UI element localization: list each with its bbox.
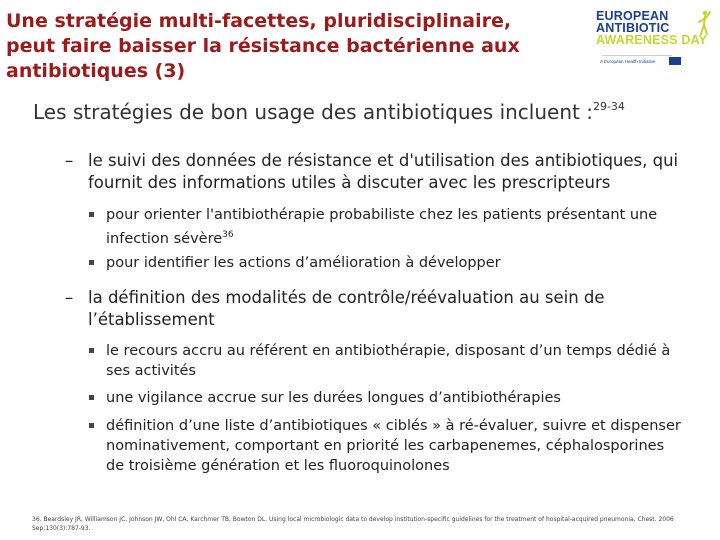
square-bullet-icon	[89, 212, 94, 217]
list-item-level2	[106, 253, 686, 273]
slide-title: Une stratégie multi-facettes, pluridisciplinaire, peut faire baisser la résistance bactérienne aux antibiotiques (3)	[6, 10, 520, 82]
square-bullet-icon	[89, 423, 94, 428]
dash-bullet-icon: –	[65, 151, 74, 170]
list-item-level2	[106, 205, 686, 249]
list-item-text: pour orienter l'antibiothérapie probabiliste chez les patients présentant une infection sévère	[106, 207, 658, 247]
slide-header	[0, 0, 720, 82]
list-item-text: le suivi des données de résistance et d'utilisation des antibiotiques, qui fournit des informations utiles à discuter avec les prescripteurs	[88, 151, 679, 192]
list-item-text: pour identifier les actions d’amélioration à développer	[106, 255, 501, 271]
list-item-level1	[65, 287, 688, 331]
logo-line-awareness-day: AWARENESS DAY	[596, 33, 708, 47]
list-item-level2	[106, 416, 686, 476]
logo-tagline: A European Health Initiative	[600, 59, 656, 64]
logo-line-antibiotic: ANTIBIOTIC	[596, 21, 670, 35]
reference-number: 36	[222, 230, 234, 240]
list-item-text: définition d’une liste d’antibiotiques « ciblés » à ré-évaluer, suivre et dispenser nominativement, comportant en priorité les carbapenemes, céphalosporines de troisième génération et les fluoroquinolones	[106, 418, 681, 474]
dash-bullet-icon: –	[65, 288, 74, 307]
waving-figure-icon	[696, 10, 712, 42]
square-bullet-icon	[89, 395, 94, 400]
list-item-level1	[65, 150, 688, 194]
intro-text	[33, 94, 693, 125]
square-bullet-icon	[89, 260, 94, 265]
list-item-text: le recours accru au référent en antibiothérapie, disposant d’un temps dédié à ses activités	[106, 343, 671, 379]
list-item-level2	[106, 388, 686, 408]
eu-flag-icon	[669, 57, 681, 65]
square-bullet-icon	[89, 348, 94, 353]
intro-reference: 29-34	[592, 100, 625, 113]
logo-line-european: EUROPEAN	[596, 9, 669, 23]
list-item-text: la définition des modalités de contrôle/réévaluation au sein de l’établissement	[88, 288, 605, 329]
list-item-text: une vigilance accrue sur les durées longues d’antibiothérapies	[106, 390, 561, 406]
list-item-level2	[106, 341, 686, 381]
logo-divider	[602, 55, 672, 56]
eaad-logo	[596, 10, 714, 72]
intro-label: Les stratégies de bon usage des antibiotiques incluent :	[33, 100, 593, 124]
footnote-reference: 36. Beardsley JR, Williamson JC, Johnson JW, Ohl CA, Karchmer TB, Bowton DL. Using local microbiologic data to develop institution-specific guidelines for the treatment of hospital-acquired pneumonia. Chest. 2006 Sep;130(3):787-93.	[32, 516, 674, 532]
